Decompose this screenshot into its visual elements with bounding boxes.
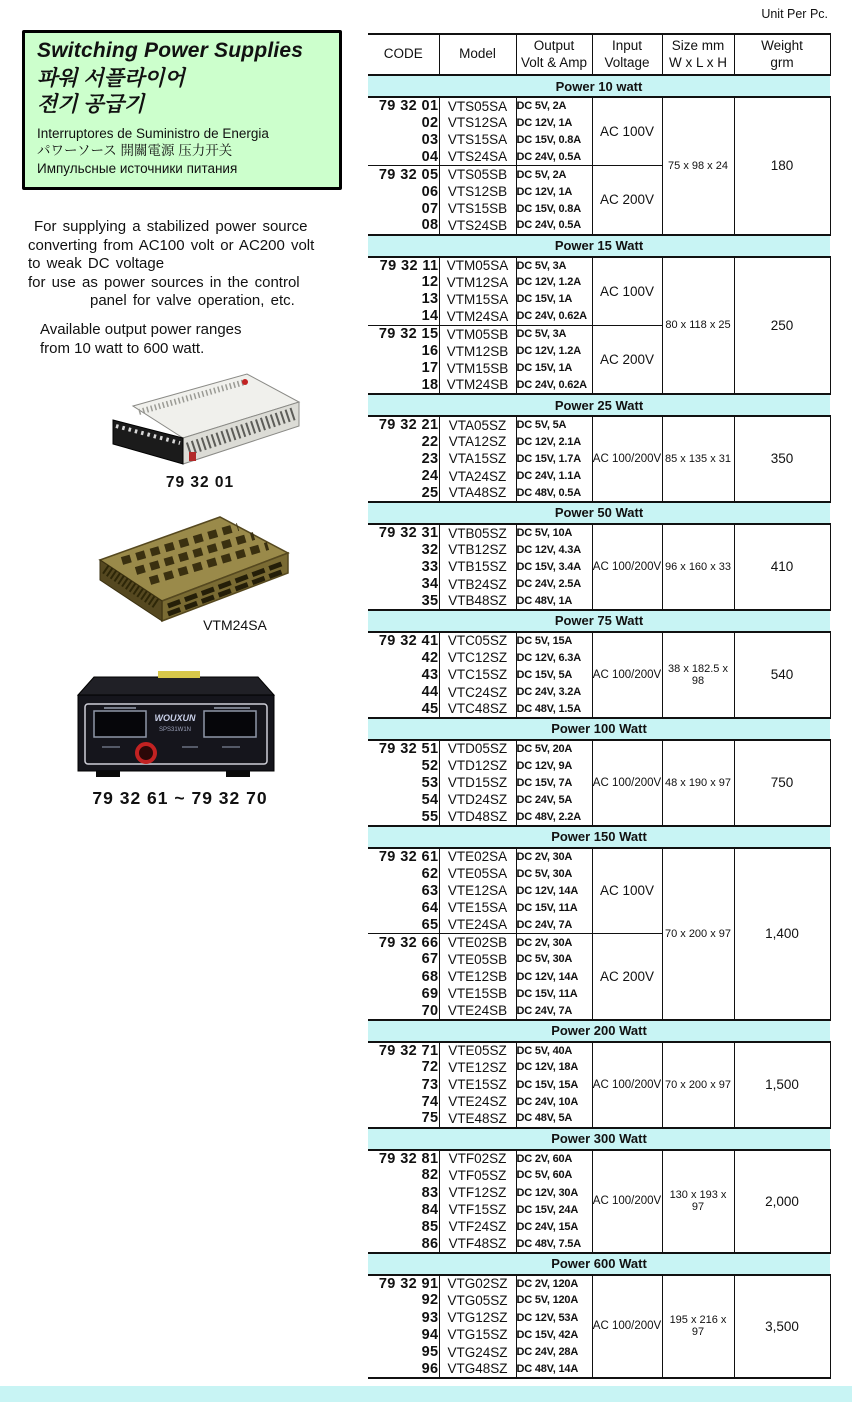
- output-cell: DC 15V, 1A: [516, 291, 592, 308]
- psu-bench-figure: [62, 655, 290, 783]
- code-cell: 55: [368, 809, 439, 826]
- output-cell: DC 24V, 7A: [516, 917, 592, 934]
- code-cell: 44: [368, 683, 439, 700]
- model-cell: VTE05SZ: [439, 1042, 516, 1059]
- input-voltage-cell: AC 200V: [592, 166, 662, 235]
- model-cell: VTC15SZ: [439, 666, 516, 683]
- input-voltage-cell: AC 100/200V: [592, 632, 662, 718]
- model-cell: VTE05SA: [439, 865, 516, 882]
- output-cell: DC 15V, 1.7A: [516, 450, 592, 467]
- output-cell: DC 24V, 7A: [516, 1002, 592, 1019]
- output-cell: DC 48V, 1.5A: [516, 701, 592, 718]
- section-title: Power 150 Watt: [368, 826, 830, 848]
- output-cell: DC 24V, 10A: [516, 1093, 592, 1110]
- model-cell: VTD12SZ: [439, 757, 516, 774]
- output-cell: DC 15V, 0.8A: [516, 200, 592, 217]
- col-header-weight: Weight grm: [734, 34, 830, 75]
- code-cell: 65: [368, 917, 439, 934]
- code-cell: 07: [368, 200, 439, 217]
- code-cell: 79 32 11: [368, 257, 439, 274]
- model-cell: VTE24SZ: [439, 1093, 516, 1110]
- figure3-caption: 79 32 61 ~ 79 32 70: [92, 788, 268, 808]
- output-cell: DC 24V, 2.5A: [516, 576, 592, 593]
- catalog-table-body: [368, 75, 830, 1378]
- yellow-tab-icon: [158, 671, 200, 678]
- title-korean-2: 전기 공급기: [37, 93, 145, 117]
- section-title: Power 100 Watt: [368, 718, 830, 740]
- description-line: for use as power sources in the control: [28, 273, 300, 291]
- code-cell: 79 32 71: [368, 1042, 439, 1059]
- table-row: [368, 1042, 830, 1059]
- output-cell: DC 12V, 2.1A: [516, 433, 592, 450]
- code-cell: 63: [368, 882, 439, 899]
- table-row: [368, 1150, 830, 1167]
- model-cell: VTG12SZ: [439, 1309, 516, 1326]
- code-cell: 32: [368, 541, 439, 558]
- section-header-row: [368, 610, 830, 632]
- model-cell: VTF05SZ: [439, 1167, 516, 1184]
- code-cell: 03: [368, 131, 439, 148]
- code-cell: 85: [368, 1218, 439, 1235]
- output-cell: DC 24V, 1.1A: [516, 468, 592, 485]
- code-cell: 69: [368, 985, 439, 1002]
- input-voltage-cell: AC 100/200V: [592, 416, 662, 502]
- section-header-row: [368, 502, 830, 524]
- table-row: [368, 848, 830, 865]
- code-cell: 79 32 81: [368, 1150, 439, 1167]
- size-cell: 85 x 135 x 31: [662, 416, 734, 502]
- model-cell: VTB24SZ: [439, 576, 516, 593]
- model-cell: VTE15SZ: [439, 1076, 516, 1093]
- col-header-output: Output Volt & Amp: [516, 34, 592, 75]
- psu-top-face: [78, 677, 274, 695]
- output-cell: DC 12V, 6.3A: [516, 649, 592, 666]
- model-cell: VTS05SA: [439, 97, 516, 114]
- model-cell: VTA12SZ: [439, 433, 516, 450]
- code-cell: 79 32 15: [368, 325, 439, 342]
- size-cell: 38 x 182.5 x 98: [662, 632, 734, 718]
- model-cell: VTS24SA: [439, 149, 516, 166]
- model-cell: VTA05SZ: [439, 416, 516, 433]
- model-cell: VTC24SZ: [439, 683, 516, 700]
- output-cell: DC 24V, 15A: [516, 1218, 592, 1235]
- output-cell: DC 15V, 1A: [516, 360, 592, 377]
- section-header-row: [368, 394, 830, 416]
- output-cell: DC 12V, 14A: [516, 882, 592, 899]
- output-cell: DC 48V, 2.2A: [516, 809, 592, 826]
- output-cell: DC 24V, 28A: [516, 1343, 592, 1360]
- input-voltage-cell: AC 100/200V: [592, 740, 662, 826]
- power-range-text: [40, 320, 360, 358]
- model-cell: VTC12SZ: [439, 649, 516, 666]
- current-display-window: [204, 711, 256, 737]
- output-cell: DC 12V, 53A: [516, 1309, 592, 1326]
- code-cell: 62: [368, 865, 439, 882]
- code-cell: 16: [368, 342, 439, 359]
- code-cell: 02: [368, 114, 439, 131]
- figure1-caption: 79 32 01: [165, 474, 235, 491]
- description-line: panel for valve operation, etc.: [90, 292, 295, 309]
- code-cell: 79 32 61: [368, 848, 439, 865]
- bottom-divider-bar: [0, 1386, 852, 1402]
- code-cell: 93: [368, 1309, 439, 1326]
- voltage-display-window: [94, 711, 146, 737]
- table-row: [368, 740, 830, 757]
- output-cell: DC 5V, 40A: [516, 1042, 592, 1059]
- output-cell: DC 48V, 0.5A: [516, 485, 592, 502]
- output-cell: DC 2V, 60A: [516, 1150, 592, 1167]
- model-cell: VTF02SZ: [439, 1150, 516, 1167]
- table-row: [368, 257, 830, 274]
- output-cell: DC 12V, 9A: [516, 757, 592, 774]
- output-cell: DC 2V, 30A: [516, 934, 592, 951]
- output-cell: DC 12V, 1.2A: [516, 342, 592, 359]
- code-cell: 83: [368, 1184, 439, 1201]
- model-cell: VTS05SB: [439, 166, 516, 183]
- code-cell: 79 32 51: [368, 740, 439, 757]
- red-switch-icon: [189, 452, 196, 461]
- model-cell: VTC48SZ: [439, 701, 516, 718]
- code-cell: 79 32 91: [368, 1275, 439, 1292]
- table-row: [368, 97, 830, 114]
- size-cell: 75 x 98 x 24: [662, 97, 734, 235]
- output-cell: DC 15V, 5A: [516, 666, 592, 683]
- output-cell: DC 15V, 11A: [516, 899, 592, 916]
- model-cell: VTD15SZ: [439, 774, 516, 791]
- code-cell: 75: [368, 1110, 439, 1127]
- code-cell: 23: [368, 450, 439, 467]
- size-cell: 96 x 160 x 33: [662, 524, 734, 610]
- model-cell: VTE24SA: [439, 917, 516, 934]
- model-cell: VTM24SA: [439, 308, 516, 325]
- model-cell: VTF24SZ: [439, 1218, 516, 1235]
- model-cell: VTE12SA: [439, 882, 516, 899]
- foot-icon: [96, 771, 120, 777]
- model-cell: VTG15SZ: [439, 1326, 516, 1343]
- product-title-box: [22, 30, 342, 190]
- code-cell: 82: [368, 1167, 439, 1184]
- section-title: Power 10 watt: [368, 75, 830, 97]
- model-cell: VTS15SB: [439, 200, 516, 217]
- weight-cell: 180: [734, 97, 830, 235]
- section-title: Power 600 Watt: [368, 1253, 830, 1275]
- code-cell: 79 32 05: [368, 166, 439, 183]
- code-cell: 43: [368, 666, 439, 683]
- output-cell: DC 5V, 5A: [516, 416, 592, 433]
- model-cell: VTE02SA: [439, 848, 516, 865]
- output-cell: DC 48V, 1A: [516, 593, 592, 610]
- size-cell: 80 x 118 x 25: [662, 257, 734, 395]
- section-title: Power 50 Watt: [368, 502, 830, 524]
- table-row: [368, 524, 830, 541]
- output-cell: DC 15V, 0.8A: [516, 131, 592, 148]
- output-cell: DC 15V, 7A: [516, 774, 592, 791]
- model-cell: VTF48SZ: [439, 1236, 516, 1253]
- col-header-input: Input Voltage: [592, 34, 662, 75]
- size-cell: 48 x 190 x 97: [662, 740, 734, 826]
- model-cell: VTB05SZ: [439, 524, 516, 541]
- output-cell: DC 5V, 3A: [516, 257, 592, 274]
- page-title: Switching Power Supplies: [37, 39, 304, 62]
- model-cell: VTM05SA: [439, 257, 516, 274]
- output-cell: DC 15V, 24A: [516, 1201, 592, 1218]
- model-cell: VTG02SZ: [439, 1275, 516, 1292]
- table-row: [368, 632, 830, 649]
- code-cell: 42: [368, 649, 439, 666]
- model-cell: VTD48SZ: [439, 809, 516, 826]
- title-korean-1: 파워 서플라이어: [37, 67, 185, 90]
- output-cell: DC 24V, 0.5A: [516, 217, 592, 234]
- model-cell: VTG48SZ: [439, 1361, 516, 1378]
- model-cell: VTA48SZ: [439, 485, 516, 502]
- title-japanese: パワーソース 開關電源 压力开关: [37, 143, 233, 159]
- input-voltage-cell: AC 200V: [592, 934, 662, 1020]
- figure2-caption: VTM24SA: [203, 617, 267, 633]
- output-cell: DC 2V, 30A: [516, 848, 592, 865]
- output-cell: DC 12V, 30A: [516, 1184, 592, 1201]
- output-cell: DC 12V, 14A: [516, 968, 592, 985]
- code-cell: 24: [368, 468, 439, 485]
- model-cell: VTS12SA: [439, 114, 516, 131]
- title-spanish: Interruptores de Suministro de Energia: [37, 125, 269, 141]
- code-cell: 18: [368, 377, 439, 394]
- output-cell: DC 15V, 15A: [516, 1076, 592, 1093]
- model-cell: VTD05SZ: [439, 740, 516, 757]
- output-cell: DC 5V, 2A: [516, 97, 592, 114]
- output-cell: DC 5V, 60A: [516, 1167, 592, 1184]
- output-cell: DC 2V, 120A: [516, 1275, 592, 1292]
- input-voltage-cell: AC 100/200V: [592, 1042, 662, 1128]
- col-header-code: CODE: [368, 34, 439, 75]
- psu-enclosed-figure: [95, 368, 305, 476]
- output-cell: DC 12V, 1A: [516, 183, 592, 200]
- input-voltage-cell: AC 100/200V: [592, 1150, 662, 1253]
- code-cell: 94: [368, 1326, 439, 1343]
- input-voltage-cell: AC 100/200V: [592, 524, 662, 610]
- code-cell: 67: [368, 951, 439, 968]
- code-cell: 53: [368, 774, 439, 791]
- size-cell: 195 x 216 x 97: [662, 1275, 734, 1378]
- output-cell: DC 5V, 120A: [516, 1292, 592, 1309]
- section-header-row: [368, 826, 830, 848]
- output-cell: DC 15V, 11A: [516, 985, 592, 1002]
- input-voltage-cell: AC 200V: [592, 325, 662, 394]
- output-cell: DC 24V, 0.62A: [516, 308, 592, 325]
- input-voltage-cell: AC 100V: [592, 848, 662, 934]
- model-cell: VTE12SZ: [439, 1059, 516, 1076]
- model-cell: VTE15SA: [439, 899, 516, 916]
- output-cell: DC 48V, 14A: [516, 1361, 592, 1378]
- code-cell: 13: [368, 291, 439, 308]
- brand-logo-text: WOUXUN: [154, 713, 196, 723]
- model-cell: VTM05SB: [439, 325, 516, 342]
- code-cell: 92: [368, 1292, 439, 1309]
- section-title: Power 200 Watt: [368, 1020, 830, 1042]
- output-cell: DC 15V, 42A: [516, 1326, 592, 1343]
- section-title: Power 75 Watt: [368, 610, 830, 632]
- model-cell: VTD24SZ: [439, 791, 516, 808]
- output-cell: DC 48V, 7.5A: [516, 1236, 592, 1253]
- output-cell: DC 24V, 5A: [516, 791, 592, 808]
- code-cell: 33: [368, 558, 439, 575]
- description-line: For supplying a stabilized power source: [34, 218, 308, 235]
- section-title: Power 25 Watt: [368, 394, 830, 416]
- table-header-row: [368, 34, 830, 75]
- code-cell: 17: [368, 360, 439, 377]
- model-text: SPS31W1N: [158, 727, 192, 733]
- output-cell: DC 48V, 5A: [516, 1110, 592, 1127]
- output-cell: DC 24V, 0.5A: [516, 149, 592, 166]
- code-cell: 96: [368, 1361, 439, 1378]
- model-cell: VTM12SB: [439, 342, 516, 359]
- code-cell: 86: [368, 1236, 439, 1253]
- code-cell: 54: [368, 791, 439, 808]
- output-cell: DC 12V, 1.2A: [516, 274, 592, 291]
- output-cell: DC 5V, 30A: [516, 951, 592, 968]
- model-cell: VTM12SA: [439, 274, 516, 291]
- code-cell: 04: [368, 149, 439, 166]
- output-cell: DC 15V, 3.4A: [516, 558, 592, 575]
- model-cell: VTA15SZ: [439, 450, 516, 467]
- foot-icon: [226, 771, 250, 777]
- code-cell: 84: [368, 1201, 439, 1218]
- model-cell: VTE12SB: [439, 968, 516, 985]
- code-cell: 72: [368, 1059, 439, 1076]
- weight-cell: 3,500: [734, 1275, 830, 1378]
- model-cell: VTM15SB: [439, 360, 516, 377]
- model-cell: VTA24SZ: [439, 468, 516, 485]
- model-cell: VTE24SB: [439, 1002, 516, 1019]
- model-cell: VTM15SA: [439, 291, 516, 308]
- output-cell: DC 5V, 30A: [516, 865, 592, 882]
- section-header-row: [368, 1020, 830, 1042]
- title-translations: [37, 125, 329, 178]
- code-cell: 22: [368, 433, 439, 450]
- psu-open-frame-figure: [70, 505, 300, 625]
- weight-cell: 1,500: [734, 1042, 830, 1128]
- model-cell: VTG05SZ: [439, 1292, 516, 1309]
- code-cell: 45: [368, 701, 439, 718]
- code-cell: 12: [368, 274, 439, 291]
- weight-cell: 2,000: [734, 1150, 830, 1253]
- output-cell: DC 24V, 0.62A: [516, 377, 592, 394]
- code-cell: 06: [368, 183, 439, 200]
- section-header-row: [368, 235, 830, 257]
- description-line: converting from AC100 volt or AC200 volt: [28, 236, 315, 254]
- section-header-row: [368, 718, 830, 740]
- code-cell: 79 32 01: [368, 97, 439, 114]
- output-cell: DC 5V, 2A: [516, 166, 592, 183]
- section-header-row: [368, 1128, 830, 1150]
- output-cell: DC 5V, 3A: [516, 325, 592, 342]
- title-russian: Импульсные источники питания: [37, 161, 238, 177]
- weight-cell: 250: [734, 257, 830, 395]
- code-cell: 79 32 41: [368, 632, 439, 649]
- model-cell: VTM24SB: [439, 377, 516, 394]
- power-range-line: Available output power ranges: [40, 321, 242, 338]
- model-cell: VTE15SB: [439, 985, 516, 1002]
- size-cell: 130 x 193 x 97: [662, 1150, 734, 1253]
- input-voltage-cell: AC 100/200V: [592, 1275, 662, 1378]
- input-voltage-cell: AC 100V: [592, 257, 662, 326]
- size-cell: 70 x 200 x 97: [662, 848, 734, 1020]
- description-line: to weak DC voltage: [28, 255, 165, 272]
- output-cell: DC 24V, 3.2A: [516, 683, 592, 700]
- section-title: Power 300 Watt: [368, 1128, 830, 1150]
- code-cell: 70: [368, 1002, 439, 1019]
- output-cell: DC 5V, 20A: [516, 740, 592, 757]
- output-cell: DC 5V, 15A: [516, 632, 592, 649]
- weight-cell: 750: [734, 740, 830, 826]
- code-cell: 64: [368, 899, 439, 916]
- model-cell: VTF12SZ: [439, 1184, 516, 1201]
- model-cell: VTE48SZ: [439, 1110, 516, 1127]
- section-header-row: [368, 1253, 830, 1275]
- code-cell: 35: [368, 593, 439, 610]
- code-cell: 79 32 21: [368, 416, 439, 433]
- model-cell: VTS12SB: [439, 183, 516, 200]
- code-cell: 73: [368, 1076, 439, 1093]
- red-knob: [137, 744, 155, 762]
- model-cell: VTF15SZ: [439, 1201, 516, 1218]
- code-cell: 34: [368, 576, 439, 593]
- section-header-row: [368, 75, 830, 97]
- input-voltage-cell: AC 100V: [592, 97, 662, 166]
- model-cell: VTE02SB: [439, 934, 516, 951]
- model-cell: VTB15SZ: [439, 558, 516, 575]
- code-cell: 14: [368, 308, 439, 325]
- output-cell: DC 12V, 18A: [516, 1059, 592, 1076]
- code-cell: 25: [368, 485, 439, 502]
- model-cell: VTG24SZ: [439, 1343, 516, 1360]
- code-cell: 79 32 31: [368, 524, 439, 541]
- model-cell: VTS15SA: [439, 131, 516, 148]
- weight-cell: 350: [734, 416, 830, 502]
- col-header-model: Model: [439, 34, 516, 75]
- model-cell: VTB12SZ: [439, 541, 516, 558]
- power-range-line: from 10 watt to 600 watt.: [40, 340, 205, 357]
- code-cell: 68: [368, 968, 439, 985]
- weight-cell: 410: [734, 524, 830, 610]
- model-cell: VTC05SZ: [439, 632, 516, 649]
- model-cell: VTS24SB: [439, 217, 516, 234]
- code-cell: 95: [368, 1343, 439, 1360]
- code-cell: 74: [368, 1093, 439, 1110]
- size-cell: 70 x 200 x 97: [662, 1042, 734, 1128]
- catalog-table: [368, 33, 831, 1379]
- weight-cell: 540: [734, 632, 830, 718]
- code-cell: 08: [368, 217, 439, 234]
- output-cell: DC 5V, 10A: [516, 524, 592, 541]
- code-cell: 79 32 66: [368, 934, 439, 951]
- output-cell: DC 12V, 1A: [516, 114, 592, 131]
- code-cell: 52: [368, 757, 439, 774]
- model-cell: VTE05SB: [439, 951, 516, 968]
- table-row: [368, 1275, 830, 1292]
- description-text: [28, 218, 358, 311]
- weight-cell: 1,400: [734, 848, 830, 1020]
- model-cell: VTB48SZ: [439, 593, 516, 610]
- red-dot-icon: [242, 379, 248, 385]
- output-cell: DC 12V, 4.3A: [516, 541, 592, 558]
- col-header-size: Size mm W x L x H: [662, 34, 734, 75]
- table-row: [368, 416, 830, 433]
- section-title: Power 15 Watt: [368, 235, 830, 257]
- unit-per-pc-label: Unit Per Pc.: [761, 7, 828, 21]
